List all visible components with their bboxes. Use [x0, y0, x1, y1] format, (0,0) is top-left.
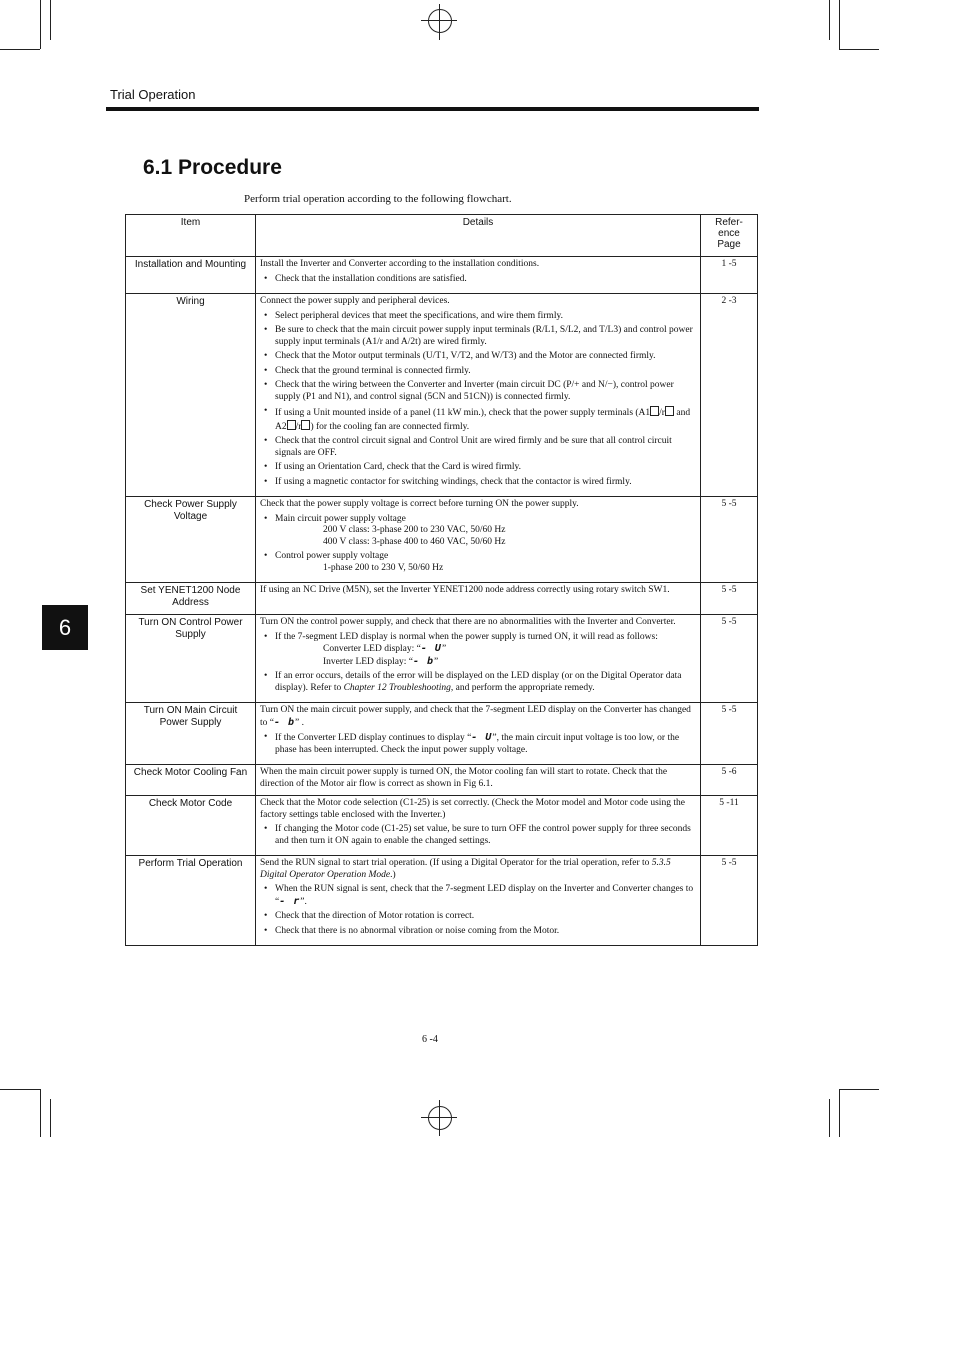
row-lead: When the main circuit power supply is turned ON, the Motor cooling fan will start to rotate. Check that the direction of the Motor air flow is correct as shown in Fig 6.1.	[260, 767, 668, 789]
intro-text: Perform trial operation according to the following flowchart.	[244, 193, 512, 205]
row-lead: Send the RUN signal to start trial operation. (If using a Digital Operator for the trial operation, refer to 5.3.5 Digital Operator Operation Mode.)	[260, 858, 671, 880]
row-lead: Install the Inverter and Converter according to the installation conditions.	[260, 259, 540, 269]
box-placeholder-icon	[650, 406, 659, 416]
list-item: • Check that the ground terminal is connected firmly.	[260, 366, 696, 378]
led-segment-display: - b	[273, 716, 296, 728]
list-item: • Check that the wiring between the Converter and Inverter (main circuit DC (P/+ and N/−), control power supply (P1 and N1), and control signal (5CN and 51CN)) is connected firmly.	[260, 380, 696, 403]
box-placeholder-icon	[287, 420, 296, 430]
row-item: Check Power Supply Voltage	[126, 497, 256, 583]
list-item: • Be sure to check that the main circuit power supply input terminals (R/L1, S/L2, and T/L3) and control power supply input terminals (A1/r and A/2t) are wired firmly.	[260, 325, 696, 348]
col-item-header: Item	[126, 215, 256, 257]
list-item: • If using an Orientation Card, check that the Card is wired firmly.	[260, 462, 696, 474]
list-item: • Check that the direction of Motor rotation is correct.	[260, 911, 696, 923]
col-ref-header: Refer- ence Page	[701, 215, 758, 257]
table-row	[126, 583, 758, 615]
row-details	[256, 294, 701, 497]
row-item: Check Motor Code	[126, 796, 256, 856]
list-item: • Main circuit power supply voltage 200 V class: 3-phase 200 to 230 VAC, 50/60 Hz 400 V class: 3-phase 400 to 460 VAC, 50/60 Hz	[260, 514, 696, 549]
row-ref: 5 -5	[701, 583, 758, 615]
row-lead: Check that the Motor code selection (C1-25) is set correctly. (Check the Motor model and Motor code using the factory settings table enclosed with the Inverter.)	[260, 798, 685, 820]
header-rule	[106, 107, 759, 111]
list-item: • If the Converter LED display continues to display “- U”, the main circuit input voltage is too low, or the phase has been interrupted. Check the input power supply voltage.	[260, 732, 696, 756]
table-row	[126, 257, 758, 294]
row-ref: 5 -5	[701, 615, 758, 703]
list-item: • Select peripheral devices that meet the specifications, and wire them firmly.	[260, 311, 696, 323]
row-details	[256, 583, 701, 615]
list-item: • Check that the control circuit signal and Control Unit are wired firmly and be sure that all control circuit signals are OFF.	[260, 436, 696, 459]
row-details	[256, 497, 701, 583]
chapter-tab: 6	[42, 605, 88, 650]
row-item: Turn ON Main Circuit Power Supply	[126, 703, 256, 765]
table-row	[126, 497, 758, 583]
box-placeholder-icon	[665, 406, 674, 416]
running-header: Trial Operation	[110, 87, 196, 102]
list-item: • If an error occurs, details of the error will be displayed on the LED display (or on the Digital Operator data display). Refer to Chapter 12 Troubleshooting, and perform the appropriate remedy.	[260, 671, 696, 694]
list-item: • Check that the Motor output terminals (U/T1, V/T2, and W/T3) and the Motor are connected firmly.	[260, 351, 696, 363]
led-segment-display: - U	[471, 732, 493, 743]
row-ref: 5 -5	[701, 497, 758, 583]
table-header-row	[126, 215, 758, 257]
row-details	[256, 615, 701, 703]
list-item: • Check that the installation conditions are satisfied.	[260, 274, 696, 286]
list-item: • If using a magnetic contactor for switching windings, check that the contactor is wired firmly.	[260, 477, 696, 489]
row-details	[256, 257, 701, 294]
table-row	[126, 796, 758, 856]
list-item: • Check that there is no abnormal vibration or noise coming from the Motor.	[260, 926, 696, 938]
section-title: 6.1 Procedure	[143, 156, 282, 179]
row-details	[256, 796, 701, 856]
row-lead: Turn ON the control power supply, and check that there are no abnormalities with the Inverter and Converter.	[260, 617, 676, 627]
procedure-table	[125, 214, 758, 946]
table-row	[126, 294, 758, 497]
row-lead: Turn ON the main circuit power supply, and check that the 7-segment LED display on the Converter has changed to “- b” .	[260, 705, 691, 728]
row-lead: Connect the power supply and peripheral devices.	[260, 296, 450, 306]
row-ref: 5 -5	[701, 703, 758, 765]
row-details	[256, 856, 701, 946]
list-item: • If using a Unit mounted inside of a panel (11 kW min.), check that the power supply terminals (A1 /r and A2 /r ) for the cooling fan are connected firmly.	[260, 406, 696, 433]
row-ref: 5 -6	[701, 765, 758, 796]
row-item: Check Motor Cooling Fan	[126, 765, 256, 796]
col-details-header: Details	[256, 215, 701, 257]
row-item: Wiring	[126, 294, 256, 497]
list-item: • If the 7-segment LED display is normal when the power supply is turned ON, it will read as follows: Converter LED display: “- U” Inverter LED display: “- b”	[260, 632, 696, 669]
row-item: Installation and Mounting	[126, 257, 256, 294]
row-ref: 5 -11	[701, 796, 758, 856]
row-ref: 2 -3	[701, 294, 758, 497]
table-row	[126, 615, 758, 703]
page-number: 6 -4	[422, 1034, 438, 1045]
row-details	[256, 703, 701, 765]
row-lead: If using an NC Drive (M5N), set the Inverter YENET1200 node address correctly using rotary switch SW1.	[260, 585, 670, 595]
led-segment-display: - U	[420, 643, 442, 654]
row-ref: 1 -5	[701, 257, 758, 294]
table-row	[126, 765, 758, 796]
led-segment-display: - b	[412, 655, 435, 667]
row-item: Turn ON Control Power Supply	[126, 615, 256, 703]
led-segment-display: - r	[279, 895, 301, 907]
list-item: • When the RUN signal is sent, check that the 7-segment LED display on the Inverter and Converter changes to “- r”.	[260, 884, 696, 908]
list-item: • Control power supply voltage 1-phase 200 to 230 V, 50/60 Hz	[260, 551, 696, 574]
row-ref: 5 -5	[701, 856, 758, 946]
list-item: • If changing the Motor code (C1-25) set value, be sure to turn OFF the control power supply for three seconds and then turn it ON again to enable the changed settings.	[260, 824, 696, 847]
row-item: Set YENET1200 Node Address	[126, 583, 256, 615]
row-lead: Check that the power supply voltage is correct before turning ON the power supply.	[260, 499, 579, 509]
row-item: Perform Trial Operation	[126, 856, 256, 946]
table-row	[126, 856, 758, 946]
row-details	[256, 765, 701, 796]
table-row	[126, 703, 758, 765]
